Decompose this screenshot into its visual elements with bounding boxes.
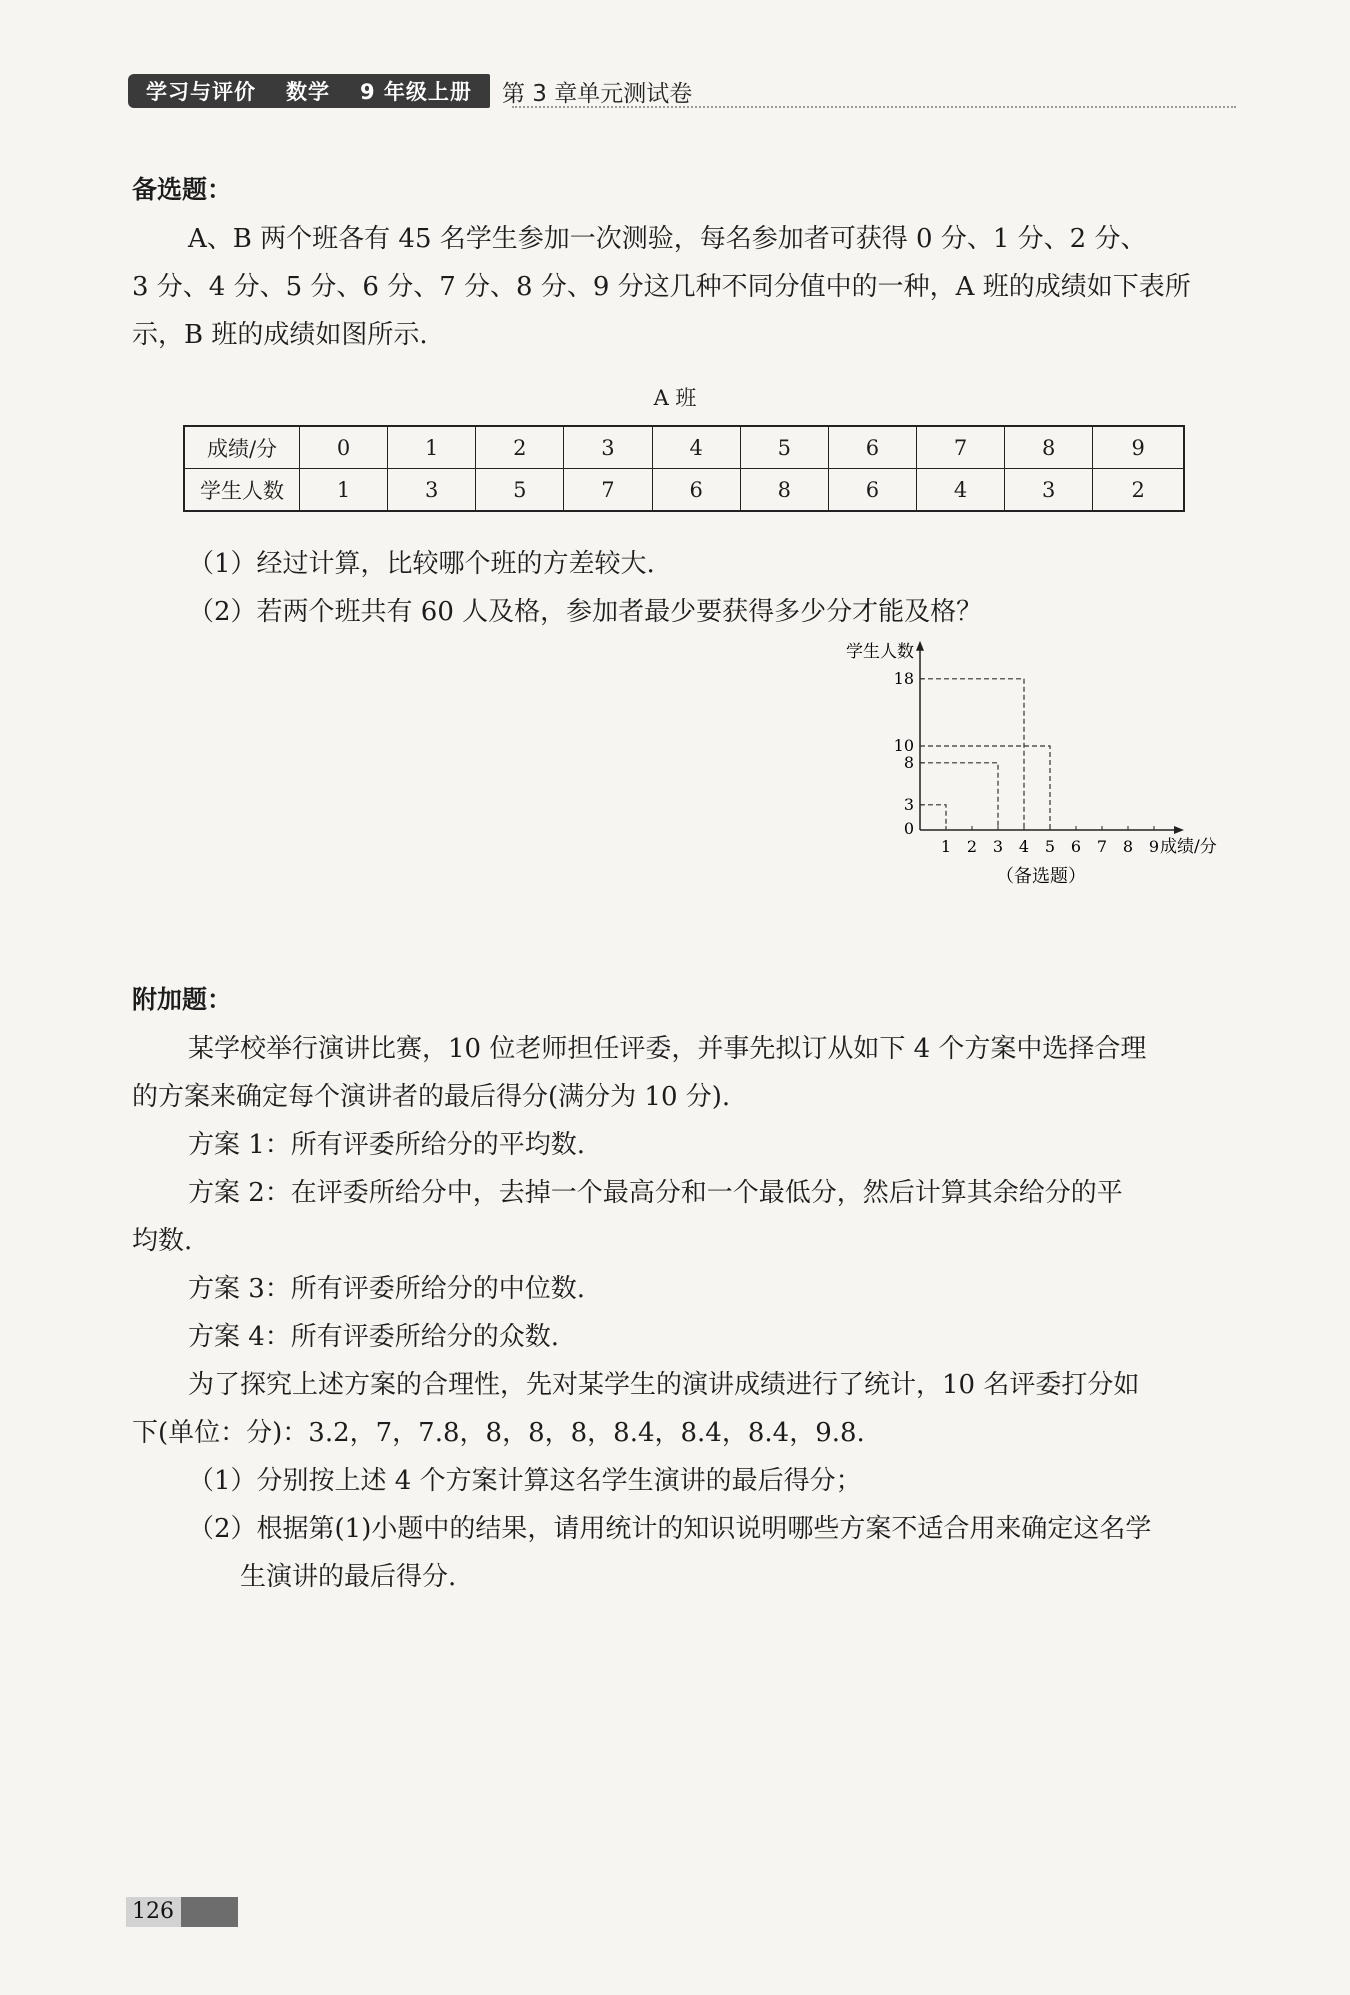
y-axis-label: 学生人数 xyxy=(846,641,914,662)
bonus-p1-line-1: 某学校举行演讲比赛，10 位老师担任评委，并事先拟订从如下 4 个方案中选择合理 xyxy=(188,1034,1147,1064)
table-cell: 2 xyxy=(1093,469,1184,512)
x-tick-label: 4 xyxy=(1018,837,1030,856)
table-cell: 3 xyxy=(388,469,476,512)
header-series: 学习与评价 xyxy=(146,80,256,104)
header-grade: 9 年级上册 xyxy=(360,80,472,104)
x-axis-arrow xyxy=(1174,826,1184,834)
question-1: （1）经过计算，比较哪个班的方差较大. xyxy=(188,549,655,579)
y-tick-label: 10 xyxy=(893,736,914,755)
table-caption: A 班 xyxy=(653,386,697,410)
plan-2-line-1: 方案 2：在评委所给分中，去掉一个最高分和一个最低分，然后计算其余给分的平 xyxy=(188,1178,1123,1208)
bonus-p1-line-2: 的方案来确定每个演讲者的最后得分(满分为 10 分). xyxy=(132,1082,731,1112)
page-number-tab xyxy=(126,1897,238,1927)
table-cell: 3 xyxy=(1005,469,1093,512)
table-row-scores xyxy=(184,426,1184,469)
header-chapter: 第 3 章单元测试卷 xyxy=(501,80,693,107)
table-cell: 5 xyxy=(740,426,828,469)
plan-2-line-2: 均数. xyxy=(132,1226,193,1256)
bonus-question-1: （1）分别按上述 4 个方案计算这名学生演讲的最后得分； xyxy=(188,1466,862,1496)
page-number: 126 xyxy=(132,1899,174,1924)
x-tick-label: 8 xyxy=(1122,837,1134,856)
intro-line-1: A、B 两个班各有 45 名学生参加一次测验，每名参加者可获得 0 分、1 分、2 分、 xyxy=(188,224,1147,254)
class-a-score-table xyxy=(183,425,1185,512)
table-cell: 7 xyxy=(916,426,1004,469)
table-cell: 4 xyxy=(916,469,1004,512)
origin-label: 0 xyxy=(903,819,914,838)
bar-score-1 xyxy=(920,805,946,830)
chart-caption: （备选题） xyxy=(996,866,1086,887)
x-tick-label: 7 xyxy=(1096,837,1108,856)
table-cell: 8 xyxy=(1005,426,1093,469)
table-row-counts xyxy=(184,469,1184,512)
table-header-score: 成绩/分 xyxy=(184,426,300,469)
table-cell: 6 xyxy=(828,426,916,469)
bonus-question-2-line-1: （2）根据第(1)小题中的结果，请用统计的知识说明哪些方案不适合用来确定这名学 xyxy=(188,1514,1152,1544)
header-divider xyxy=(512,106,1236,108)
table-cell: 8 xyxy=(740,469,828,512)
bar-score-3 xyxy=(920,763,998,830)
table-cell: 0 xyxy=(300,426,388,469)
section-title-bonus: 附加题： xyxy=(132,985,233,1014)
table-cell: 2 xyxy=(476,426,564,469)
running-header xyxy=(128,74,692,108)
x-tick-label: 2 xyxy=(966,837,978,856)
table-cell: 9 xyxy=(1093,426,1184,469)
table-cell: 6 xyxy=(828,469,916,512)
section-title-alternate: 备选题： xyxy=(132,175,233,204)
x-tick-label: 1 xyxy=(940,837,952,856)
plan-3: 方案 3：所有评委所给分的中位数. xyxy=(188,1274,586,1304)
intro-line-3: 示，B 班的成绩如图所示. xyxy=(132,320,428,350)
plan-1: 方案 1：所有评委所给分的平均数. xyxy=(188,1130,586,1160)
y-tick-label: 8 xyxy=(903,752,914,772)
question-2: （2）若两个班共有 60 人及格，参加者最少要获得多少分才能及格？ xyxy=(188,597,983,627)
table-cell: 1 xyxy=(388,426,476,469)
x-tick-label: 5 xyxy=(1044,837,1056,856)
x-axis-label: 成绩/分 xyxy=(1160,837,1217,857)
x-tick-label: 6 xyxy=(1070,837,1082,856)
table-cell: 3 xyxy=(564,426,652,469)
x-tick-label: 3 xyxy=(992,837,1004,856)
header-book-banner xyxy=(128,74,490,108)
y-tick-label: 3 xyxy=(903,794,914,814)
table-cell: 1 xyxy=(300,469,388,512)
bonus-p2-line-1: 为了探究上述方案的合理性，先对某学生的演讲成绩进行了统计，10 名评委打分如 xyxy=(188,1370,1140,1400)
table-cell: 6 xyxy=(652,469,740,512)
bar-score-4 xyxy=(920,679,1024,830)
bonus-p2-line-2: 下(单位：分)：3.2，7，7.8，8，8，8，8.4，8.4，8.4，9.8. xyxy=(132,1418,865,1448)
table-header-count: 学生人数 xyxy=(184,469,300,512)
bonus-question-2-line-2: 生演讲的最后得分. xyxy=(240,1562,457,1592)
header-subject: 数学 xyxy=(286,80,330,104)
intro-line-2: 3 分、4 分、5 分、6 分、7 分、8 分、9 分这几种不同分值中的一种，A 班的成绩如下表所 xyxy=(132,272,1191,302)
table-cell: 5 xyxy=(476,469,564,512)
plan-4: 方案 4：所有评委所给分的众数. xyxy=(188,1322,560,1352)
table-cell: 7 xyxy=(564,469,652,512)
y-axis-arrow xyxy=(916,641,924,651)
table-cell: 4 xyxy=(652,426,740,469)
class-b-score-chart xyxy=(830,640,1250,900)
y-tick-label: 18 xyxy=(893,668,914,688)
bar-score-5 xyxy=(920,746,1050,830)
x-tick-label: 9 xyxy=(1148,837,1160,856)
